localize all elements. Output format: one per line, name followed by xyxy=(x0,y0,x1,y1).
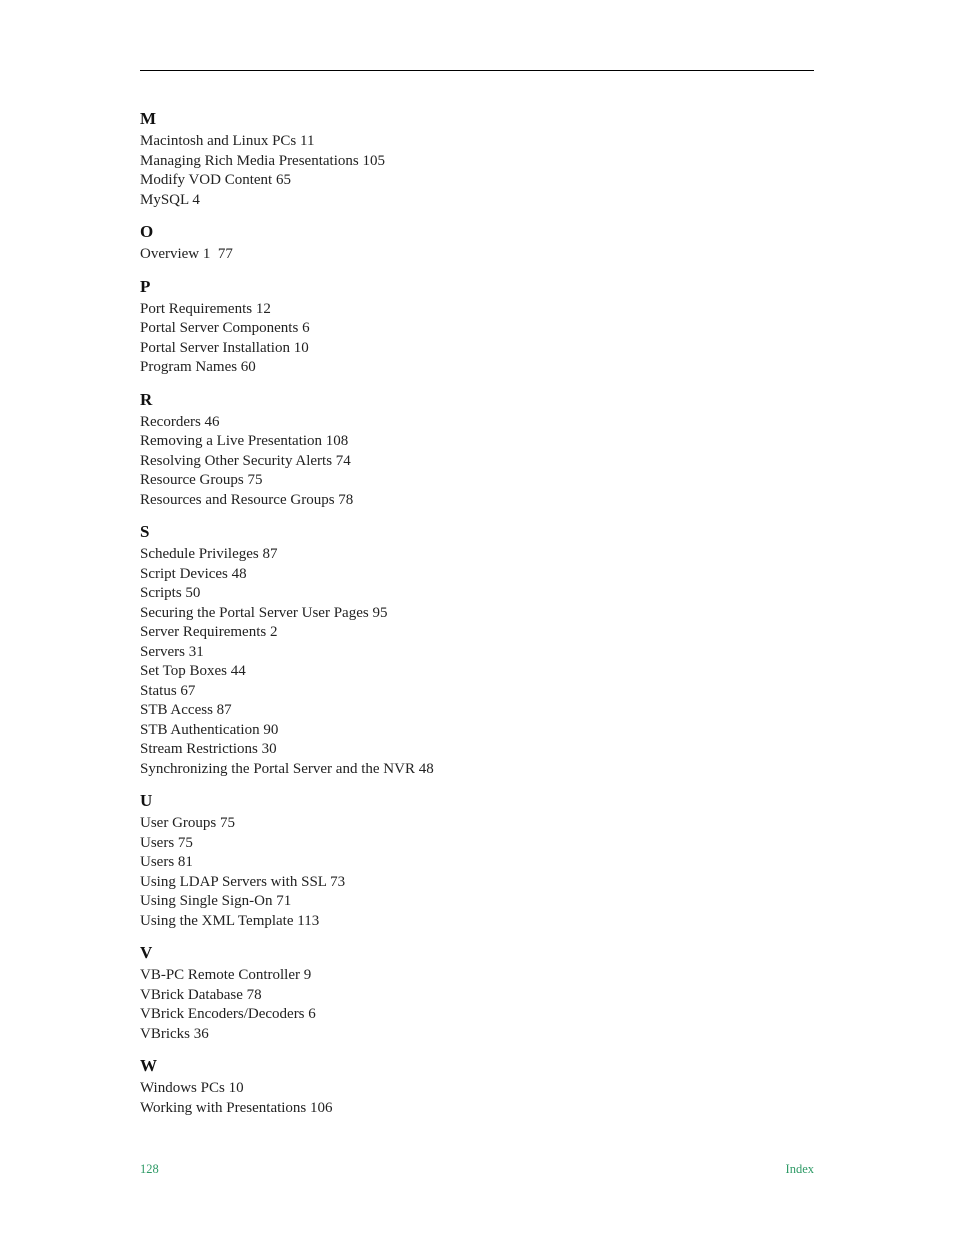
index-entry: Set Top Boxes 44 xyxy=(140,663,246,679)
index-entry: Working with Presentations 106 xyxy=(140,1099,333,1116)
index-entry: Users 75 xyxy=(140,834,193,851)
index-entry: Recorders 46 xyxy=(140,413,220,430)
index-entry: Windows PCs 10 xyxy=(140,1080,244,1096)
index-entry: Modify VOD Content 65 xyxy=(140,172,291,188)
index-section-u xyxy=(140,790,740,931)
header-rule xyxy=(140,70,814,71)
index-entry: Users 81 xyxy=(140,854,193,870)
footer-section-name: Index xyxy=(785,1162,814,1176)
index-entry: Program Names 60 xyxy=(140,359,256,375)
index-entry: Portal Server Installation 10 xyxy=(140,339,309,356)
section-letter: U xyxy=(140,791,153,810)
section-letter: R xyxy=(140,389,153,409)
index-section-o xyxy=(140,221,740,265)
index-entry: Port Requirements 12 xyxy=(140,300,271,317)
index-entry: Removing a Live Presentation 108 xyxy=(140,433,349,449)
index-entry: User Groups 75 xyxy=(140,815,235,831)
index-entry: Macintosh and Linux PCs 11 xyxy=(140,133,315,149)
index-section-p xyxy=(140,276,740,378)
index-list xyxy=(140,108,740,1129)
index-entry: Status 67 xyxy=(140,682,196,699)
index-section-v xyxy=(140,942,740,1044)
index-section-r xyxy=(140,389,740,511)
index-entry: Servers 31 xyxy=(140,643,204,660)
index-section-s xyxy=(140,521,740,779)
index-entry: Stream Restrictions 30 xyxy=(140,741,277,757)
index-entry: STB Authentication 90 xyxy=(140,721,279,738)
section-letter: W xyxy=(140,1056,157,1075)
index-entry: Using Single Sign-On 71 xyxy=(140,893,292,909)
index-entry: VB-PC Remote Controller 9 xyxy=(140,967,312,983)
index-entry: MySQL 4 xyxy=(140,191,200,208)
index-entry: VBricks 36 xyxy=(140,1025,209,1042)
index-entry: Resources and Resource Groups 78 xyxy=(140,491,354,508)
page-number: 128 xyxy=(140,1162,159,1176)
section-letter: O xyxy=(140,222,154,241)
index-entry: STB Access 87 xyxy=(140,702,232,718)
index-entry: VBrick Database 78 xyxy=(140,986,262,1003)
index-entry: Managing Rich Media Presentations 105 xyxy=(140,152,385,169)
section-letter: V xyxy=(140,943,153,962)
index-entry: Overview 1 77 xyxy=(140,246,233,262)
index-section-m xyxy=(140,108,740,210)
index-entry: Schedule Privileges 87 xyxy=(140,546,278,562)
section-letter: S xyxy=(140,522,150,541)
section-letter: P xyxy=(140,276,151,296)
index-entry: Portal Server Components 6 xyxy=(140,320,310,336)
section-letter: M xyxy=(140,109,157,128)
index-entry: Script Devices 48 xyxy=(140,565,247,582)
index-section-w xyxy=(140,1055,740,1118)
index-entry: Using LDAP Servers with SSL 73 xyxy=(140,873,346,890)
index-entry: Resource Groups 75 xyxy=(140,472,263,488)
index-entry: Synchronizing the Portal Server and the NVR 48 xyxy=(140,760,434,777)
index-entry: Server Requirements 2 xyxy=(140,624,278,640)
index-entry: Using the XML Template 113 xyxy=(140,912,320,929)
index-entry: Securing the Portal Server User Pages 95 xyxy=(140,604,388,621)
index-entry: Scripts 50 xyxy=(140,585,201,601)
index-entry: Resolving Other Security Alerts 74 xyxy=(140,452,351,469)
index-entry: VBrick Encoders/Decoders 6 xyxy=(140,1006,316,1022)
